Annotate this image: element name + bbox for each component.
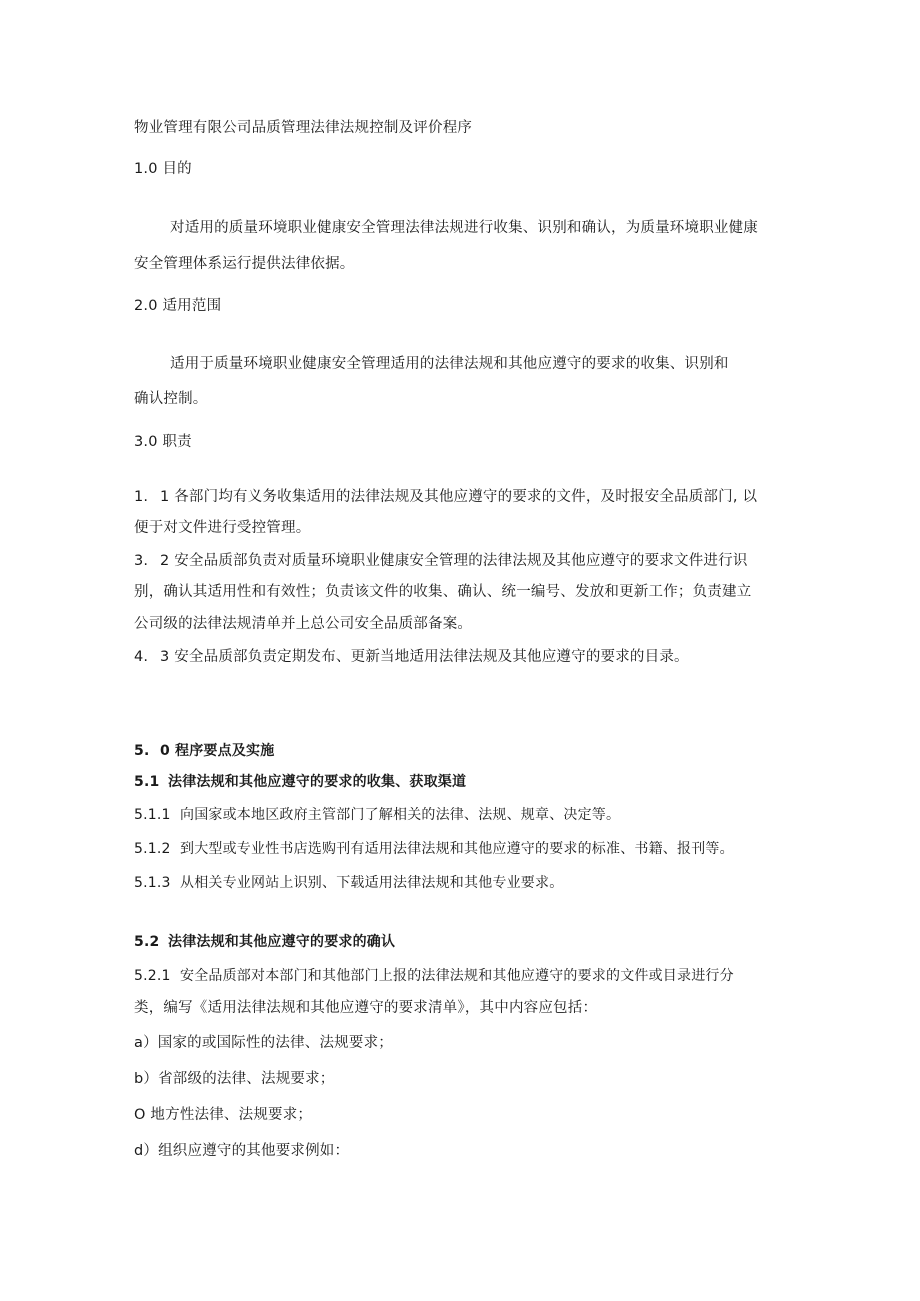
clause-text: 到大型或专业性书店选购刊有适用法律法规和其他应遵守的要求的标准、书籍、报刊等。 (180, 841, 734, 857)
clause-number: 5.1.3 (134, 875, 171, 891)
duty-item (134, 487, 757, 507)
clause-text: 向国家或本地区政府主管部门了解相关的法律、法规、规章、决定等。 (180, 807, 621, 823)
clause-text: 从相关专业网站上识别、下载适用法律法规和其他专业要求。 (180, 875, 564, 891)
section-purpose-heading: 1.0 目的 (134, 161, 192, 177)
duty-item-number: 4. (134, 649, 149, 665)
procedure-number: 5. (134, 743, 150, 759)
clause-number: 5.2.1 (134, 968, 171, 984)
duty-item-number: 3. (134, 553, 149, 569)
clause-item (134, 966, 734, 986)
duty-item (134, 647, 689, 667)
section-scope-heading: 2.0 适用范围 (134, 298, 222, 314)
subsection-number: 5.2 (134, 934, 160, 950)
clause-number: 5.1.1 (134, 807, 171, 823)
clause-item (134, 839, 734, 859)
subsection-number: 5.1 (134, 774, 160, 790)
requirement-list-item: a）国家的或国际性的法律、法规要求； (134, 1035, 393, 1051)
clause-continuation: 类，编写《适用法律法规和其他应遵守的要求清单》，其中内容应包括： (134, 1000, 598, 1016)
duty-item-continuation: 便于对文件进行受控管理。 (134, 520, 311, 536)
subsection-heading-text: 法律法规和其他应遵守的要求的确认 (168, 934, 396, 950)
clause-item (134, 873, 563, 893)
scope-paragraph-line: 确认控制。 (134, 391, 208, 407)
section-procedure-heading (134, 741, 274, 761)
duty-item-text: 1 各部门均有义务收集适用的法律法规及其他应遵守的要求的文件，及时报安全品质部门, 以 (160, 489, 758, 505)
requirement-list-item: O 地方性法律、法规要求； (134, 1107, 313, 1123)
requirement-list-item: d）组织应遵守的其他要求例如： (134, 1143, 350, 1159)
requirement-list-item: b）省部级的法律、法规要求； (134, 1071, 335, 1087)
document-title: 物业管理有限公司品质管理法律法规控制及评价程序 (134, 120, 473, 136)
scope-paragraph-line: 适用于质量环境职业健康安全管理适用的法律法规和其他应遵守的要求的收集、识别和 (170, 356, 729, 372)
clause-item (134, 805, 620, 825)
duty-item-continuation: 公司级的法律法规清单并上总公司安全品质部备案。 (134, 616, 473, 632)
duty-item-text: 2 安全品质部负责对质量环境职业健康安全管理的法律法规及其他应遵守的要求文件进行识 (160, 553, 748, 569)
clause-number: 5.1.2 (134, 841, 171, 857)
procedure-heading-text: 0 程序要点及实施 (160, 743, 275, 759)
duty-item-continuation: 别，确认其适用性和有效性；负责该文件的收集、确认、统一编号、发放和更新工作；负责建立 (134, 584, 752, 600)
section-duties-heading: 3.0 职责 (134, 434, 192, 450)
purpose-paragraph-line: 安全管理体系运行提供法律依据。 (134, 256, 355, 272)
subsection-heading-text: 法律法规和其他应遵守的要求的收集、获取渠道 (168, 774, 467, 790)
duty-item-number: 1. (134, 489, 149, 505)
duty-item-text: 3 安全品质部负责定期发布、更新当地适用法律法规及其他应遵守的要求的目录。 (160, 649, 689, 665)
subsection-heading (134, 772, 466, 792)
duty-item (134, 551, 748, 571)
subsection-heading (134, 932, 395, 952)
clause-text: 安全品质部对本部门和其他部门上报的法律法规和其他应遵守的要求的文件或目录进行分 (180, 968, 734, 984)
purpose-paragraph-line: 对适用的质量环境职业健康安全管理法律法规进行收集、识别和确认，为质量环境职业健康 (170, 220, 758, 236)
